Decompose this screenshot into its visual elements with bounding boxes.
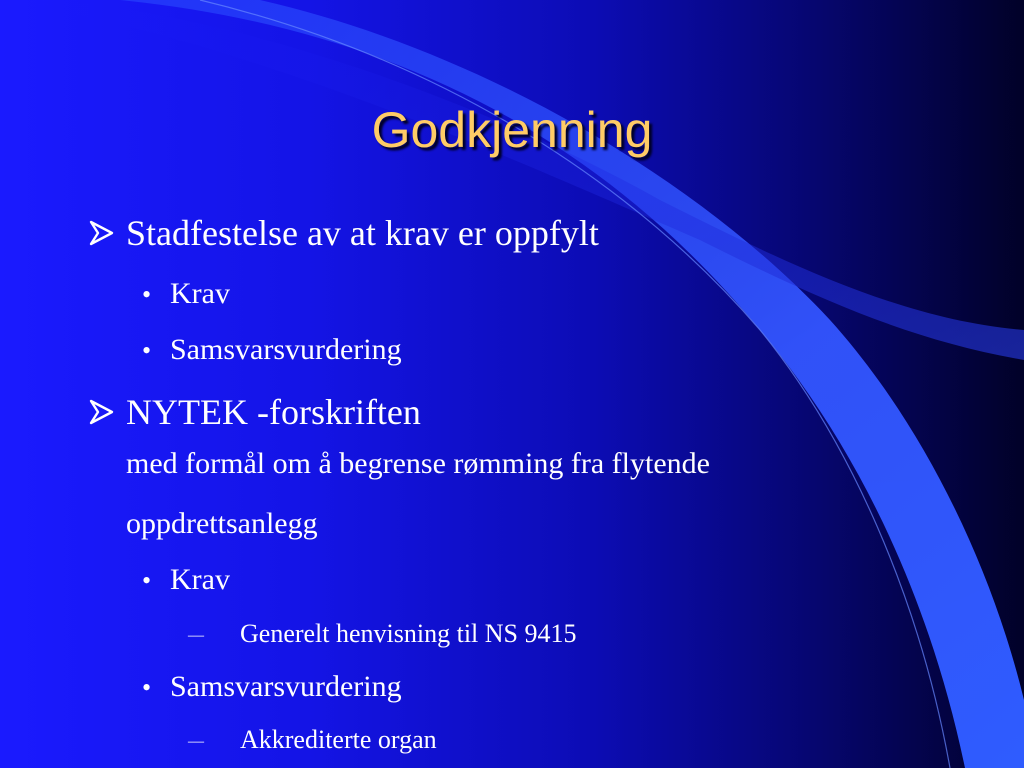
bullet-continuation: med formål om å begrense rømming fra flytende: [126, 447, 710, 480]
bullet-level-2: [142, 332, 402, 369]
bullet-text: Stadfestelse av at krav er oppfylt: [126, 213, 599, 253]
bullet-text: Generelt henvisning til NS 9415: [240, 619, 577, 648]
bullet-marker: •: [142, 280, 152, 309]
bullet-level-1: [88, 212, 599, 254]
dash-marker: —: [188, 627, 204, 644]
dash-marker: —: [188, 733, 204, 750]
bullet-text: Akkrediterte organ: [240, 725, 437, 754]
bullet-text: Krav: [170, 563, 230, 596]
bullet-level-2: [142, 276, 230, 313]
bullet-continuation: oppdrettsanlegg: [126, 507, 318, 540]
bullet-level-3: [188, 724, 437, 758]
slide-title: Godkjenning: [371, 102, 653, 158]
bullet-text: Samsvarsvurdering: [170, 333, 402, 366]
bullet-level-1: [88, 391, 421, 433]
bullet-marker: •: [142, 336, 152, 365]
arrow-icon: [88, 220, 126, 246]
bullet-marker: •: [142, 566, 152, 595]
bullet-text: NYTEK -forskriften: [126, 392, 421, 432]
bullet-level-2: [142, 562, 230, 599]
bullet-text: Samsvarsvurdering: [170, 670, 402, 703]
bullet-marker: •: [142, 673, 152, 702]
arrow-icon: [88, 399, 126, 425]
bullet-text: Krav: [170, 277, 230, 310]
bullet-level-2: [142, 669, 402, 706]
bullet-level-3: [188, 618, 577, 652]
